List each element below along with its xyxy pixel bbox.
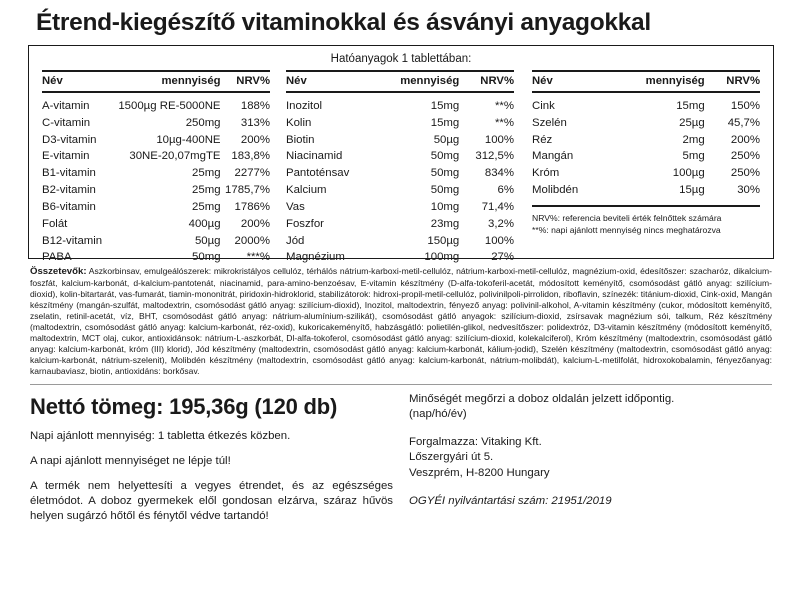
cell-name: Króm bbox=[532, 167, 560, 180]
column-header-amount: mennyiség bbox=[376, 71, 460, 92]
daily-dose: Napi ajánlott mennyiség: 1 tabletta étkezés közben. bbox=[30, 429, 291, 442]
cell-nrv: 2277% bbox=[234, 167, 270, 180]
storage-warning: A termék nem helyettesíti a vegyes étrendet, és az egészséges életmódot. A doboz gyermekek elől gondosan elzárva, száraz hűvös helyen sugárzó hőtől és fénytől védve tartandó! bbox=[30, 479, 393, 522]
page-title: Étrend-kiegészítő vitaminokkal és ásványi anyagokkal bbox=[36, 9, 651, 36]
cell-nrv: 200% bbox=[240, 217, 270, 230]
do-not-exceed-warning: A napi ajánlott mennyiséget ne lépje túl! bbox=[30, 454, 231, 467]
cell-amount: 15mg bbox=[430, 116, 460, 129]
cell-nrv: 2000% bbox=[234, 234, 270, 247]
table-row bbox=[532, 149, 760, 166]
table-row bbox=[42, 165, 270, 182]
column-header-amount: mennyiség bbox=[108, 71, 220, 92]
cell-name: Jód bbox=[286, 234, 305, 247]
ingredients-paragraph bbox=[30, 266, 772, 377]
table-row bbox=[286, 149, 514, 166]
cell-name: Mangán bbox=[532, 150, 574, 163]
active-ingredients-panel bbox=[28, 45, 774, 264]
column-header-nrv: NRV% bbox=[705, 71, 760, 92]
table-row bbox=[42, 250, 270, 267]
bottom-section bbox=[28, 392, 774, 524]
cell-nrv: 1785,7% bbox=[225, 184, 270, 197]
table-row bbox=[286, 182, 514, 199]
table-header-row bbox=[532, 71, 760, 92]
cell-nrv: 71,4% bbox=[481, 200, 514, 213]
cell-nrv: 200% bbox=[240, 133, 270, 146]
cell-name: Magnézium bbox=[286, 251, 345, 264]
ingredient-table-1 bbox=[42, 70, 270, 266]
cell-amount: 10mg bbox=[430, 200, 460, 213]
table-row bbox=[286, 233, 514, 250]
cell-amount: 50µg bbox=[194, 234, 221, 247]
bottom-right-column bbox=[405, 392, 772, 524]
table-row bbox=[532, 182, 760, 199]
cell-nrv: **% bbox=[495, 116, 514, 129]
table-row bbox=[286, 132, 514, 149]
nrv-footnotes bbox=[532, 205, 760, 237]
cell-nrv: 27% bbox=[491, 251, 514, 264]
cell-name: Szelén bbox=[532, 116, 567, 129]
ingredient-column-vitamins bbox=[36, 70, 276, 266]
cell-amount: 100mg bbox=[424, 251, 460, 264]
cell-amount: 25mg bbox=[192, 167, 221, 180]
ingredient-rows-1 bbox=[42, 92, 270, 266]
column-header-amount: mennyiség bbox=[608, 71, 705, 92]
cell-nrv: ***% bbox=[246, 251, 270, 264]
ingredients-text: Aszkorbinsav, emulgeálószerek: mikrokristályos cellulóz, térhálós nátrium-karboxi-metil-cellulóz, nátrium-karboxi-metil-cellulóz, magnézium-oxid, édesítőszer: szacharóz, dikalcium-foszfát, kalcium-karbonát, d-kalcium-pantotenát, niacinamid, para-amino-benzoésav, E-vitamin készítmény (D-alfa-tokoferil-acetát, módosított keményítő, csomósodást gátló anyag: szilícium-dioxid), kolin-bitartarát, vas-fumarát, tiamin-mononitrát, piridoxin-hidroklorid, stabilizátorok: hidroxi-propil-metil-cellulóz, polivinilpoli-pirrolidon, riboflavin, színezék: titánium-dioxid, Cink-oxid, Mangán készítmény (mangán-szulfát, maltodextrin, csomósodást gátló anyag: szilícium-dioxid), Inozitol, maltodextrin, fényező anyag: polivinil-alkohol, A-vitamin készítmény (cukor, módosított keményítő, zselatin, retinil-acetát, víz, BHT, csomósodást gátló anyag: nátrium-alumínium-szilikát), csomósodást gátló anyagok: szilícium-dioxid, zsírsavak magnézium sói, talkum, Réz készítmény (maltodextrin, csomósodást gátló anyag: kalcium-karbonát, réz-oxid), kukoricakeményítő, habzásgátló: polietilén-glikol, nedvesítőszer: polidextróz, D3-vitamin készítmény (módosított keményítő, maltodextrin, MCT olaj, cukor, antioxidánsok: nátrium-L-aszkorbát, Dl-alfa-tokoferol, csomósodást gátló anyag: szilícium-dioxid, kolekalciferol), Króm készítmény (maltodextrin, csomósodást gátló anyag: kalcium-karbonát, króm (III) klorid), Jód készítmény (maltodextrin, csomósodást gátló anyag: kalcium-karbonát, kálium-jodid), Szelén készítmény (maltodextrin, csomósodást gátló anyag: kalcium-karbonát, nátrium-szelenit), Molibdén készítmény (maltodextrin, csomósodást gátló anyag: kalcium-karbonát, nátrium-molibdát), kalcium-L-metilfolát, hidroxokobalamin, fényezőanyag: karnaubaviasz, biotin, antioxidáns: borkősav. bbox=[30, 265, 772, 376]
cell-nrv: 250% bbox=[730, 167, 760, 180]
cell-nrv: **% bbox=[495, 99, 514, 112]
cell-nrv: 1786% bbox=[234, 200, 270, 213]
table-row bbox=[532, 92, 760, 115]
cell-nrv: 30% bbox=[737, 184, 760, 197]
distributor-city: Veszprém, H-8200 Hungary bbox=[409, 466, 550, 479]
bottom-left-column bbox=[30, 392, 405, 524]
cell-amount: 2mg bbox=[682, 133, 705, 146]
table-row bbox=[286, 199, 514, 216]
table-row bbox=[286, 115, 514, 132]
ingredient-rows-2 bbox=[286, 92, 514, 266]
cell-amount: 1500µg RE-5000NE bbox=[118, 99, 221, 112]
ingredients-label: Összetevők: bbox=[30, 265, 87, 277]
table-row bbox=[42, 132, 270, 149]
cell-amount: 10µg-400NE bbox=[156, 133, 221, 146]
table-row bbox=[42, 115, 270, 132]
ingredient-table-3 bbox=[532, 70, 760, 199]
spacer bbox=[409, 481, 772, 494]
best-before-line-1: Minőségét megőrzi a doboz oldalán jelzett időpontig. bbox=[409, 392, 675, 405]
cell-name: Pantoténsav bbox=[286, 167, 350, 180]
cell-name: PABA bbox=[42, 251, 72, 264]
distributor-street: Lőszergyári út 5. bbox=[409, 451, 494, 464]
cell-nrv: 183,8% bbox=[231, 150, 270, 163]
cell-amount: 50µg bbox=[433, 133, 460, 146]
table-row bbox=[532, 132, 760, 149]
cell-name: A-vitamin bbox=[42, 99, 90, 112]
cell-nrv: 6% bbox=[497, 184, 514, 197]
cell-nrv: 100% bbox=[484, 133, 514, 146]
active-ingredients-heading: Hatóanyagok 1 tablettában: bbox=[330, 52, 472, 65]
cell-nrv: 45,7% bbox=[727, 116, 760, 129]
cell-amount: 15mg bbox=[676, 99, 705, 112]
cell-amount: 150µg bbox=[427, 234, 460, 247]
cell-name: Cink bbox=[532, 99, 555, 112]
cell-name: Inozitol bbox=[286, 99, 323, 112]
cell-amount: 50mg bbox=[430, 184, 460, 197]
footnote-nrv: NRV%: referencia beviteli érték felnőttek számára bbox=[532, 213, 722, 224]
table-header-row bbox=[286, 71, 514, 92]
cell-nrv: 200% bbox=[730, 133, 760, 146]
ingredient-column-other bbox=[276, 70, 520, 266]
column-header-name: Név bbox=[42, 71, 108, 92]
best-before-format: (nap/hó/év) bbox=[409, 408, 467, 421]
table-row bbox=[286, 216, 514, 233]
cell-amount: 15µg bbox=[679, 184, 705, 197]
ingredient-table-2 bbox=[286, 70, 514, 266]
table-row bbox=[42, 182, 270, 199]
cell-nrv: 313% bbox=[240, 116, 270, 129]
active-ingredients-columns bbox=[36, 70, 766, 266]
ingredient-rows-3 bbox=[532, 92, 760, 199]
table-row bbox=[286, 165, 514, 182]
cell-name: Biotin bbox=[286, 133, 315, 146]
cell-nrv: 3,2% bbox=[488, 217, 514, 230]
table-row bbox=[42, 216, 270, 233]
table-row bbox=[532, 115, 760, 132]
cell-nrv: 150% bbox=[730, 99, 760, 112]
cell-amount: 50mg bbox=[430, 167, 460, 180]
section-divider bbox=[30, 384, 772, 385]
distributor-name: Forgalmazza: Vitaking Kft. bbox=[409, 436, 542, 449]
cell-amount: 25µg bbox=[679, 116, 705, 129]
cell-name: Kalcium bbox=[286, 184, 327, 197]
registration-number: OGYÉI nyilvántartási szám: 21951/2019 bbox=[409, 494, 612, 507]
net-weight: Nettó tömeg: 195,36g (120 db) bbox=[30, 393, 338, 419]
table-row bbox=[286, 92, 514, 115]
cell-nrv: 100% bbox=[484, 234, 514, 247]
cell-name: Kolin bbox=[286, 116, 312, 129]
cell-name: B2-vitamin bbox=[42, 184, 96, 197]
column-header-name: Név bbox=[532, 71, 608, 92]
column-header-nrv: NRV% bbox=[221, 71, 270, 92]
cell-name: E-vitamin bbox=[42, 150, 90, 163]
table-row bbox=[42, 233, 270, 250]
footnote-asterisk: **%: napi ajánlott mennyiség nincs meghatározva bbox=[532, 225, 721, 236]
table-row bbox=[42, 199, 270, 216]
column-header-nrv: NRV% bbox=[459, 71, 514, 92]
cell-name: D3-vitamin bbox=[42, 133, 97, 146]
table-row bbox=[42, 92, 270, 115]
column-header-name: Név bbox=[286, 71, 376, 92]
cell-amount: 25mg bbox=[192, 200, 221, 213]
cell-name: Folát bbox=[42, 217, 68, 230]
cell-nrv: 834% bbox=[484, 167, 514, 180]
cell-amount: 23mg bbox=[430, 217, 460, 230]
cell-amount: 400µg bbox=[188, 217, 221, 230]
cell-name: B6-vitamin bbox=[42, 200, 96, 213]
cell-amount: 15mg bbox=[430, 99, 460, 112]
ingredient-column-minerals bbox=[520, 70, 766, 266]
cell-amount: 30NE-20,07mgTE bbox=[129, 150, 221, 163]
cell-amount: 50mg bbox=[192, 251, 221, 264]
cell-amount: 50mg bbox=[430, 150, 460, 163]
cell-name: C-vitamin bbox=[42, 116, 91, 129]
cell-nrv: 250% bbox=[730, 150, 760, 163]
cell-nrv: 312,5% bbox=[475, 150, 514, 163]
cell-name: B1-vitamin bbox=[42, 167, 96, 180]
cell-name: Vas bbox=[286, 200, 305, 213]
table-row bbox=[42, 149, 270, 166]
cell-name: Foszfor bbox=[286, 217, 324, 230]
cell-name: Réz bbox=[532, 133, 553, 146]
cell-name: Niacinamid bbox=[286, 150, 343, 163]
table-header-row bbox=[42, 71, 270, 92]
cell-nrv: 188% bbox=[240, 99, 270, 112]
cell-amount: 5mg bbox=[682, 150, 705, 163]
spacer bbox=[409, 422, 772, 435]
cell-amount: 250mg bbox=[185, 116, 221, 129]
table-row bbox=[286, 250, 514, 267]
cell-name: Molibdén bbox=[532, 184, 579, 197]
cell-amount: 100µg bbox=[672, 167, 705, 180]
cell-amount: 25mg bbox=[192, 184, 221, 197]
cell-name: B12-vitamin bbox=[42, 234, 103, 247]
table-row bbox=[532, 165, 760, 182]
